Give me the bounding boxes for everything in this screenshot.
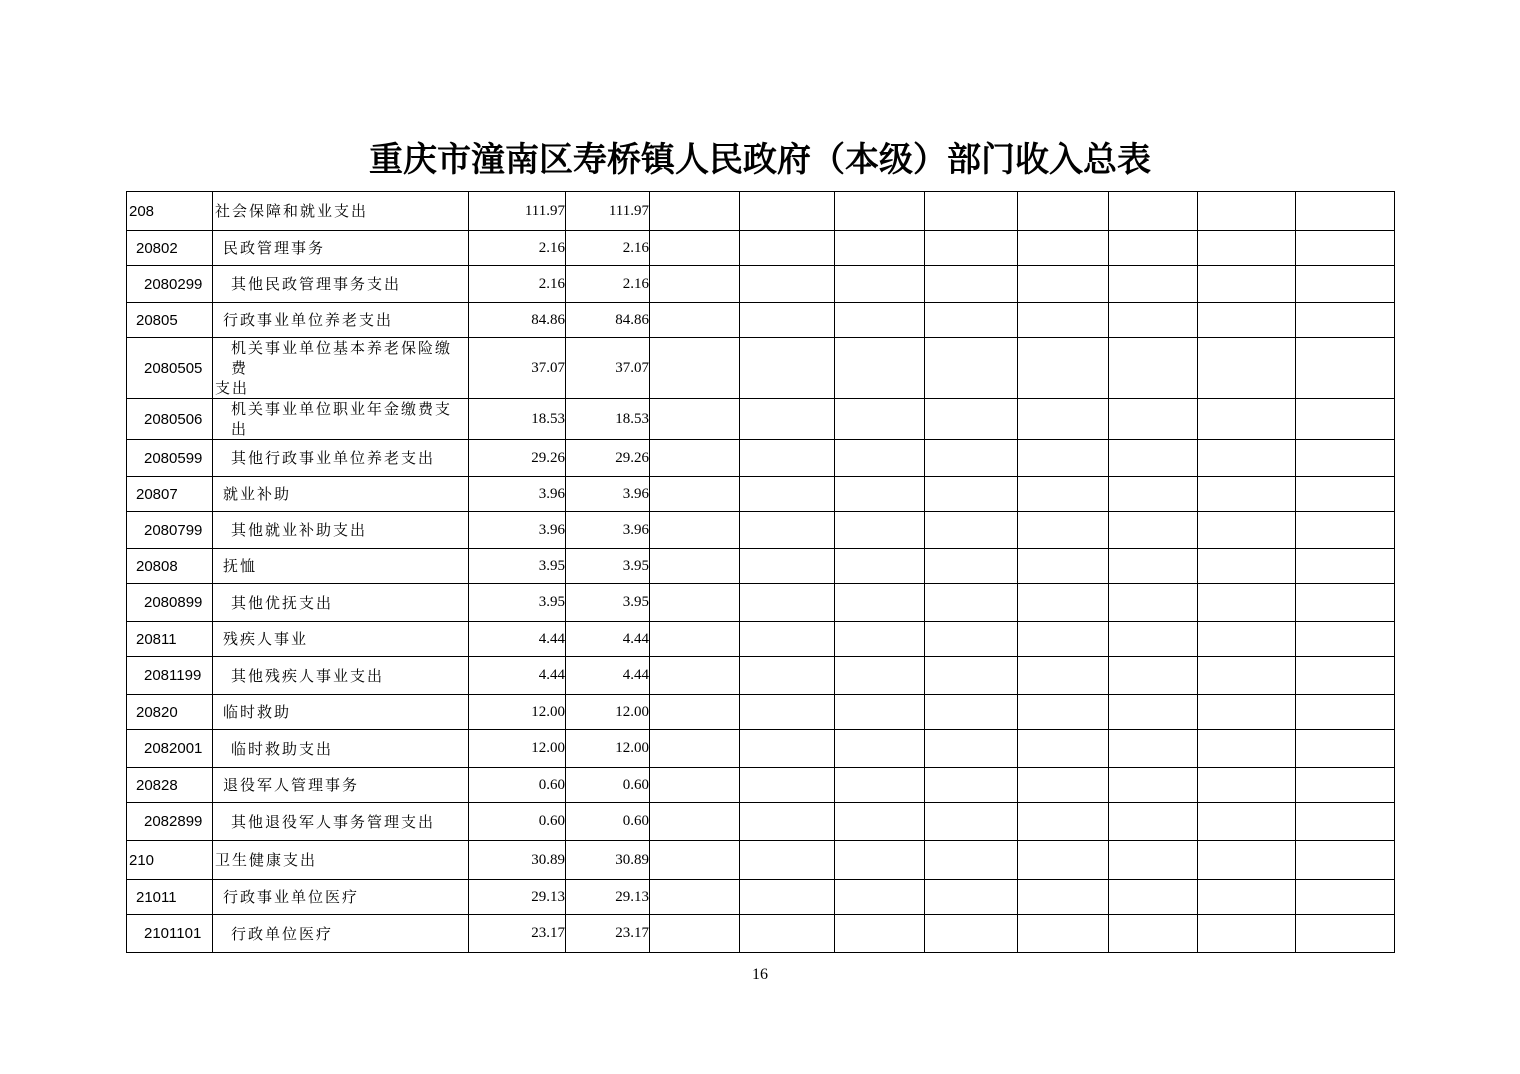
table-row [127, 192, 1395, 231]
empty-cell [650, 768, 740, 803]
empty-cell [1109, 440, 1198, 477]
empty-cell [1198, 192, 1296, 231]
empty-cell [1109, 915, 1198, 953]
empty-cell [1109, 303, 1198, 338]
empty-cell [835, 657, 925, 695]
empty-cell [740, 477, 835, 512]
empty-cell [1018, 192, 1109, 231]
fiscal-amount-cell: 0.60 [566, 768, 650, 803]
empty-cell [835, 915, 925, 953]
fiscal-amount-cell: 3.95 [566, 584, 650, 622]
empty-cell [925, 399, 1018, 440]
empty-cell [650, 657, 740, 695]
table-row [127, 399, 1395, 440]
table-row [127, 841, 1395, 880]
empty-cell [925, 303, 1018, 338]
empty-cell [925, 440, 1018, 477]
empty-cell [925, 730, 1018, 768]
fiscal-amount-cell: 2.16 [566, 266, 650, 303]
empty-cell [1296, 803, 1395, 841]
subject-code-cell: 208 [127, 192, 213, 231]
table-row [127, 512, 1395, 549]
empty-cell [835, 695, 925, 730]
empty-cell [925, 695, 1018, 730]
empty-cell [1018, 549, 1109, 584]
table-row [127, 880, 1395, 915]
empty-cell [650, 303, 740, 338]
total-amount-cell: 37.07 [469, 338, 566, 399]
subject-code-cell: 20807 [127, 477, 213, 512]
subject-code-cell: 2082001 [127, 730, 213, 768]
empty-cell [650, 584, 740, 622]
empty-cell [1018, 695, 1109, 730]
empty-cell [1109, 657, 1198, 695]
subject-name-cell: 社会保障和就业支出 [213, 192, 469, 231]
table-row [127, 768, 1395, 803]
empty-cell [925, 803, 1018, 841]
empty-cell [650, 622, 740, 657]
total-amount-cell: 2.16 [469, 266, 566, 303]
empty-cell [740, 192, 835, 231]
empty-cell [1018, 768, 1109, 803]
total-amount-cell: 29.13 [469, 880, 566, 915]
subject-name-cell: 行政单位医疗 [213, 915, 469, 953]
table-body [127, 192, 1395, 953]
total-amount-cell: 23.17 [469, 915, 566, 953]
empty-cell [1018, 803, 1109, 841]
table-row [127, 303, 1395, 338]
empty-cell [835, 231, 925, 266]
empty-cell [1109, 512, 1198, 549]
empty-cell [1296, 768, 1395, 803]
empty-cell [1296, 231, 1395, 266]
empty-cell [1109, 768, 1198, 803]
empty-cell [1198, 338, 1296, 399]
subject-code-cell: 20802 [127, 231, 213, 266]
table-row [127, 915, 1395, 953]
empty-cell [1296, 915, 1395, 953]
empty-cell [740, 915, 835, 953]
subject-code-cell: 2080506 [127, 399, 213, 440]
empty-cell [835, 880, 925, 915]
fiscal-amount-cell: 2.16 [566, 231, 650, 266]
empty-cell [925, 231, 1018, 266]
empty-cell [835, 440, 925, 477]
subject-name-line: 支出 [215, 379, 250, 397]
subject-name-cell: 抚恤 [213, 549, 469, 584]
fiscal-amount-cell: 37.07 [566, 338, 650, 399]
empty-cell [740, 657, 835, 695]
empty-cell [1198, 440, 1296, 477]
empty-cell [1198, 622, 1296, 657]
empty-cell [925, 657, 1018, 695]
subject-code-cell: 2082899 [127, 803, 213, 841]
subject-code-cell: 21011 [127, 880, 213, 915]
empty-cell [1109, 231, 1198, 266]
empty-cell [740, 730, 835, 768]
empty-cell [925, 915, 1018, 953]
empty-cell [1198, 231, 1296, 266]
subject-name-cell [213, 338, 469, 399]
empty-cell [835, 192, 925, 231]
empty-cell [1018, 266, 1109, 303]
empty-cell [1296, 622, 1395, 657]
table-row [127, 338, 1395, 399]
empty-cell [1198, 549, 1296, 584]
empty-cell [1296, 549, 1395, 584]
subject-name-cell: 其他优抚支出 [213, 584, 469, 622]
empty-cell [740, 338, 835, 399]
subject-name-cell: 民政管理事务 [213, 231, 469, 266]
empty-cell [835, 730, 925, 768]
fiscal-amount-cell: 12.00 [566, 695, 650, 730]
table-row [127, 622, 1395, 657]
empty-cell [1018, 477, 1109, 512]
empty-cell [835, 841, 925, 880]
empty-cell [1296, 338, 1395, 399]
subject-name-cell: 退役军人管理事务 [213, 768, 469, 803]
table-row [127, 584, 1395, 622]
empty-cell [1109, 266, 1198, 303]
subject-name-cell: 就业补助 [213, 477, 469, 512]
empty-cell [925, 266, 1018, 303]
empty-cell [1018, 584, 1109, 622]
page-number: 16 [752, 966, 768, 983]
subject-code-cell: 2080799 [127, 512, 213, 549]
empty-cell [650, 695, 740, 730]
empty-cell [835, 266, 925, 303]
empty-cell [835, 803, 925, 841]
table-row [127, 730, 1395, 768]
empty-cell [740, 303, 835, 338]
empty-cell [1296, 303, 1395, 338]
subject-name-cell: 其他退役军人事务管理支出 [213, 803, 469, 841]
income-summary-table [126, 191, 1395, 953]
empty-cell [650, 231, 740, 266]
empty-cell [1109, 880, 1198, 915]
empty-cell [1018, 730, 1109, 768]
empty-cell [925, 338, 1018, 399]
empty-cell [740, 695, 835, 730]
fiscal-amount-cell: 84.86 [566, 303, 650, 338]
empty-cell [1018, 231, 1109, 266]
empty-cell [650, 880, 740, 915]
table-row [127, 695, 1395, 730]
empty-cell [1018, 915, 1109, 953]
total-amount-cell: 4.44 [469, 622, 566, 657]
empty-cell [1198, 399, 1296, 440]
empty-cell [1109, 399, 1198, 440]
empty-cell [650, 192, 740, 231]
empty-cell [1296, 440, 1395, 477]
empty-cell [740, 803, 835, 841]
empty-cell [835, 622, 925, 657]
empty-cell [1296, 841, 1395, 880]
empty-cell [650, 915, 740, 953]
table-row [127, 477, 1395, 512]
subject-name-line: 机关事业单位基本养老保险缴费 [231, 339, 453, 377]
empty-cell [1198, 512, 1296, 549]
empty-cell [650, 841, 740, 880]
total-amount-cell: 0.60 [469, 803, 566, 841]
empty-cell [925, 622, 1018, 657]
empty-cell [1018, 338, 1109, 399]
empty-cell [650, 730, 740, 768]
total-amount-cell: 0.60 [469, 768, 566, 803]
empty-cell [1018, 841, 1109, 880]
subject-name-cell: 临时救助 [213, 695, 469, 730]
subject-code-cell: 2080599 [127, 440, 213, 477]
subject-name-cell: 行政事业单位养老支出 [213, 303, 469, 338]
empty-cell [1018, 512, 1109, 549]
total-amount-cell: 29.26 [469, 440, 566, 477]
empty-cell [1198, 695, 1296, 730]
subject-name-cell: 机关事业单位职业年金缴费支出 [213, 399, 469, 440]
fiscal-amount-cell: 30.89 [566, 841, 650, 880]
empty-cell [1109, 549, 1198, 584]
empty-cell [1198, 303, 1296, 338]
subject-name-cell: 其他残疾人事业支出 [213, 657, 469, 695]
subject-code-cell: 2101101 [127, 915, 213, 953]
empty-cell [835, 549, 925, 584]
total-amount-cell: 3.96 [469, 512, 566, 549]
empty-cell [1018, 880, 1109, 915]
subject-code-cell: 2080505 [127, 338, 213, 399]
empty-cell [1296, 192, 1395, 231]
empty-cell [1018, 399, 1109, 440]
empty-cell [740, 266, 835, 303]
empty-cell [740, 512, 835, 549]
fiscal-amount-cell: 3.96 [566, 512, 650, 549]
empty-cell [1296, 266, 1395, 303]
fiscal-amount-cell: 3.95 [566, 549, 650, 584]
subject-code-cell: 2080299 [127, 266, 213, 303]
empty-cell [650, 440, 740, 477]
empty-cell [1296, 584, 1395, 622]
fiscal-amount-cell: 4.44 [566, 622, 650, 657]
empty-cell [1296, 730, 1395, 768]
empty-cell [1109, 622, 1198, 657]
empty-cell [835, 338, 925, 399]
empty-cell [740, 622, 835, 657]
fiscal-amount-cell: 0.60 [566, 803, 650, 841]
empty-cell [1198, 266, 1296, 303]
fiscal-amount-cell: 111.97 [566, 192, 650, 231]
subject-name-cell: 其他民政管理事务支出 [213, 266, 469, 303]
subject-name-cell: 临时救助支出 [213, 730, 469, 768]
table-row [127, 231, 1395, 266]
total-amount-cell: 111.97 [469, 192, 566, 231]
table-row [127, 803, 1395, 841]
empty-cell [1109, 192, 1198, 231]
empty-cell [1296, 880, 1395, 915]
empty-cell [835, 584, 925, 622]
empty-cell [1198, 768, 1296, 803]
subject-name-cell: 行政事业单位医疗 [213, 880, 469, 915]
subject-code-cell: 2080899 [127, 584, 213, 622]
fiscal-amount-cell: 29.13 [566, 880, 650, 915]
subject-code-cell: 210 [127, 841, 213, 880]
empty-cell [1109, 695, 1198, 730]
subject-code-cell: 20820 [127, 695, 213, 730]
empty-cell [740, 399, 835, 440]
empty-cell [1296, 477, 1395, 512]
empty-cell [925, 192, 1018, 231]
table-row [127, 549, 1395, 584]
empty-cell [835, 477, 925, 512]
subject-name-cell: 其他就业补助支出 [213, 512, 469, 549]
fiscal-amount-cell: 23.17 [566, 915, 650, 953]
empty-cell [1109, 477, 1198, 512]
total-amount-cell: 3.96 [469, 477, 566, 512]
empty-cell [1198, 657, 1296, 695]
empty-cell [925, 768, 1018, 803]
empty-cell [1198, 730, 1296, 768]
subject-name-cell: 残疾人事业 [213, 622, 469, 657]
empty-cell [1198, 584, 1296, 622]
empty-cell [1018, 303, 1109, 338]
total-amount-cell: 84.86 [469, 303, 566, 338]
empty-cell [925, 549, 1018, 584]
empty-cell [1198, 880, 1296, 915]
subject-code-cell: 20828 [127, 768, 213, 803]
empty-cell [650, 338, 740, 399]
empty-cell [1109, 841, 1198, 880]
total-amount-cell: 2.16 [469, 231, 566, 266]
total-amount-cell: 12.00 [469, 695, 566, 730]
empty-cell [650, 512, 740, 549]
empty-cell [650, 803, 740, 841]
fiscal-amount-cell: 3.96 [566, 477, 650, 512]
total-amount-cell: 4.44 [469, 657, 566, 695]
empty-cell [835, 303, 925, 338]
empty-cell [650, 399, 740, 440]
empty-cell [1109, 730, 1198, 768]
empty-cell [1109, 803, 1198, 841]
empty-cell [740, 231, 835, 266]
empty-cell [650, 549, 740, 584]
empty-cell [740, 549, 835, 584]
empty-cell [740, 440, 835, 477]
empty-cell [1109, 338, 1198, 399]
fiscal-amount-cell: 4.44 [566, 657, 650, 695]
empty-cell [835, 768, 925, 803]
subject-code-cell: 20805 [127, 303, 213, 338]
empty-cell [1018, 440, 1109, 477]
empty-cell [925, 880, 1018, 915]
empty-cell [740, 768, 835, 803]
empty-cell [1198, 915, 1296, 953]
fiscal-amount-cell: 18.53 [566, 399, 650, 440]
total-amount-cell: 3.95 [469, 549, 566, 584]
subject-code-cell: 20808 [127, 549, 213, 584]
empty-cell [1018, 622, 1109, 657]
table-row [127, 440, 1395, 477]
empty-cell [925, 512, 1018, 549]
empty-cell [1296, 695, 1395, 730]
subject-code-cell: 20811 [127, 622, 213, 657]
empty-cell [740, 880, 835, 915]
total-amount-cell: 30.89 [469, 841, 566, 880]
empty-cell [1296, 657, 1395, 695]
subject-name-cell: 卫生健康支出 [213, 841, 469, 880]
empty-cell [925, 584, 1018, 622]
empty-cell [925, 477, 1018, 512]
empty-cell [1198, 803, 1296, 841]
empty-cell [1018, 657, 1109, 695]
empty-cell [835, 399, 925, 440]
empty-cell [650, 477, 740, 512]
subject-code-cell: 2081199 [127, 657, 213, 695]
empty-cell [1109, 584, 1198, 622]
fiscal-amount-cell: 29.26 [566, 440, 650, 477]
empty-cell [740, 584, 835, 622]
empty-cell [650, 266, 740, 303]
table-row [127, 657, 1395, 695]
subject-name-cell: 其他行政事业单位养老支出 [213, 440, 469, 477]
empty-cell [1296, 399, 1395, 440]
empty-cell [740, 841, 835, 880]
empty-cell [1198, 841, 1296, 880]
empty-cell [1198, 477, 1296, 512]
empty-cell [835, 512, 925, 549]
table-row [127, 266, 1395, 303]
total-amount-cell: 18.53 [469, 399, 566, 440]
fiscal-amount-cell: 12.00 [566, 730, 650, 768]
empty-cell [1296, 512, 1395, 549]
total-amount-cell: 12.00 [469, 730, 566, 768]
page-title: 重庆市潼南区寿桥镇人民政府（本级）部门收入总表 [369, 140, 1151, 180]
empty-cell [925, 841, 1018, 880]
total-amount-cell: 3.95 [469, 584, 566, 622]
